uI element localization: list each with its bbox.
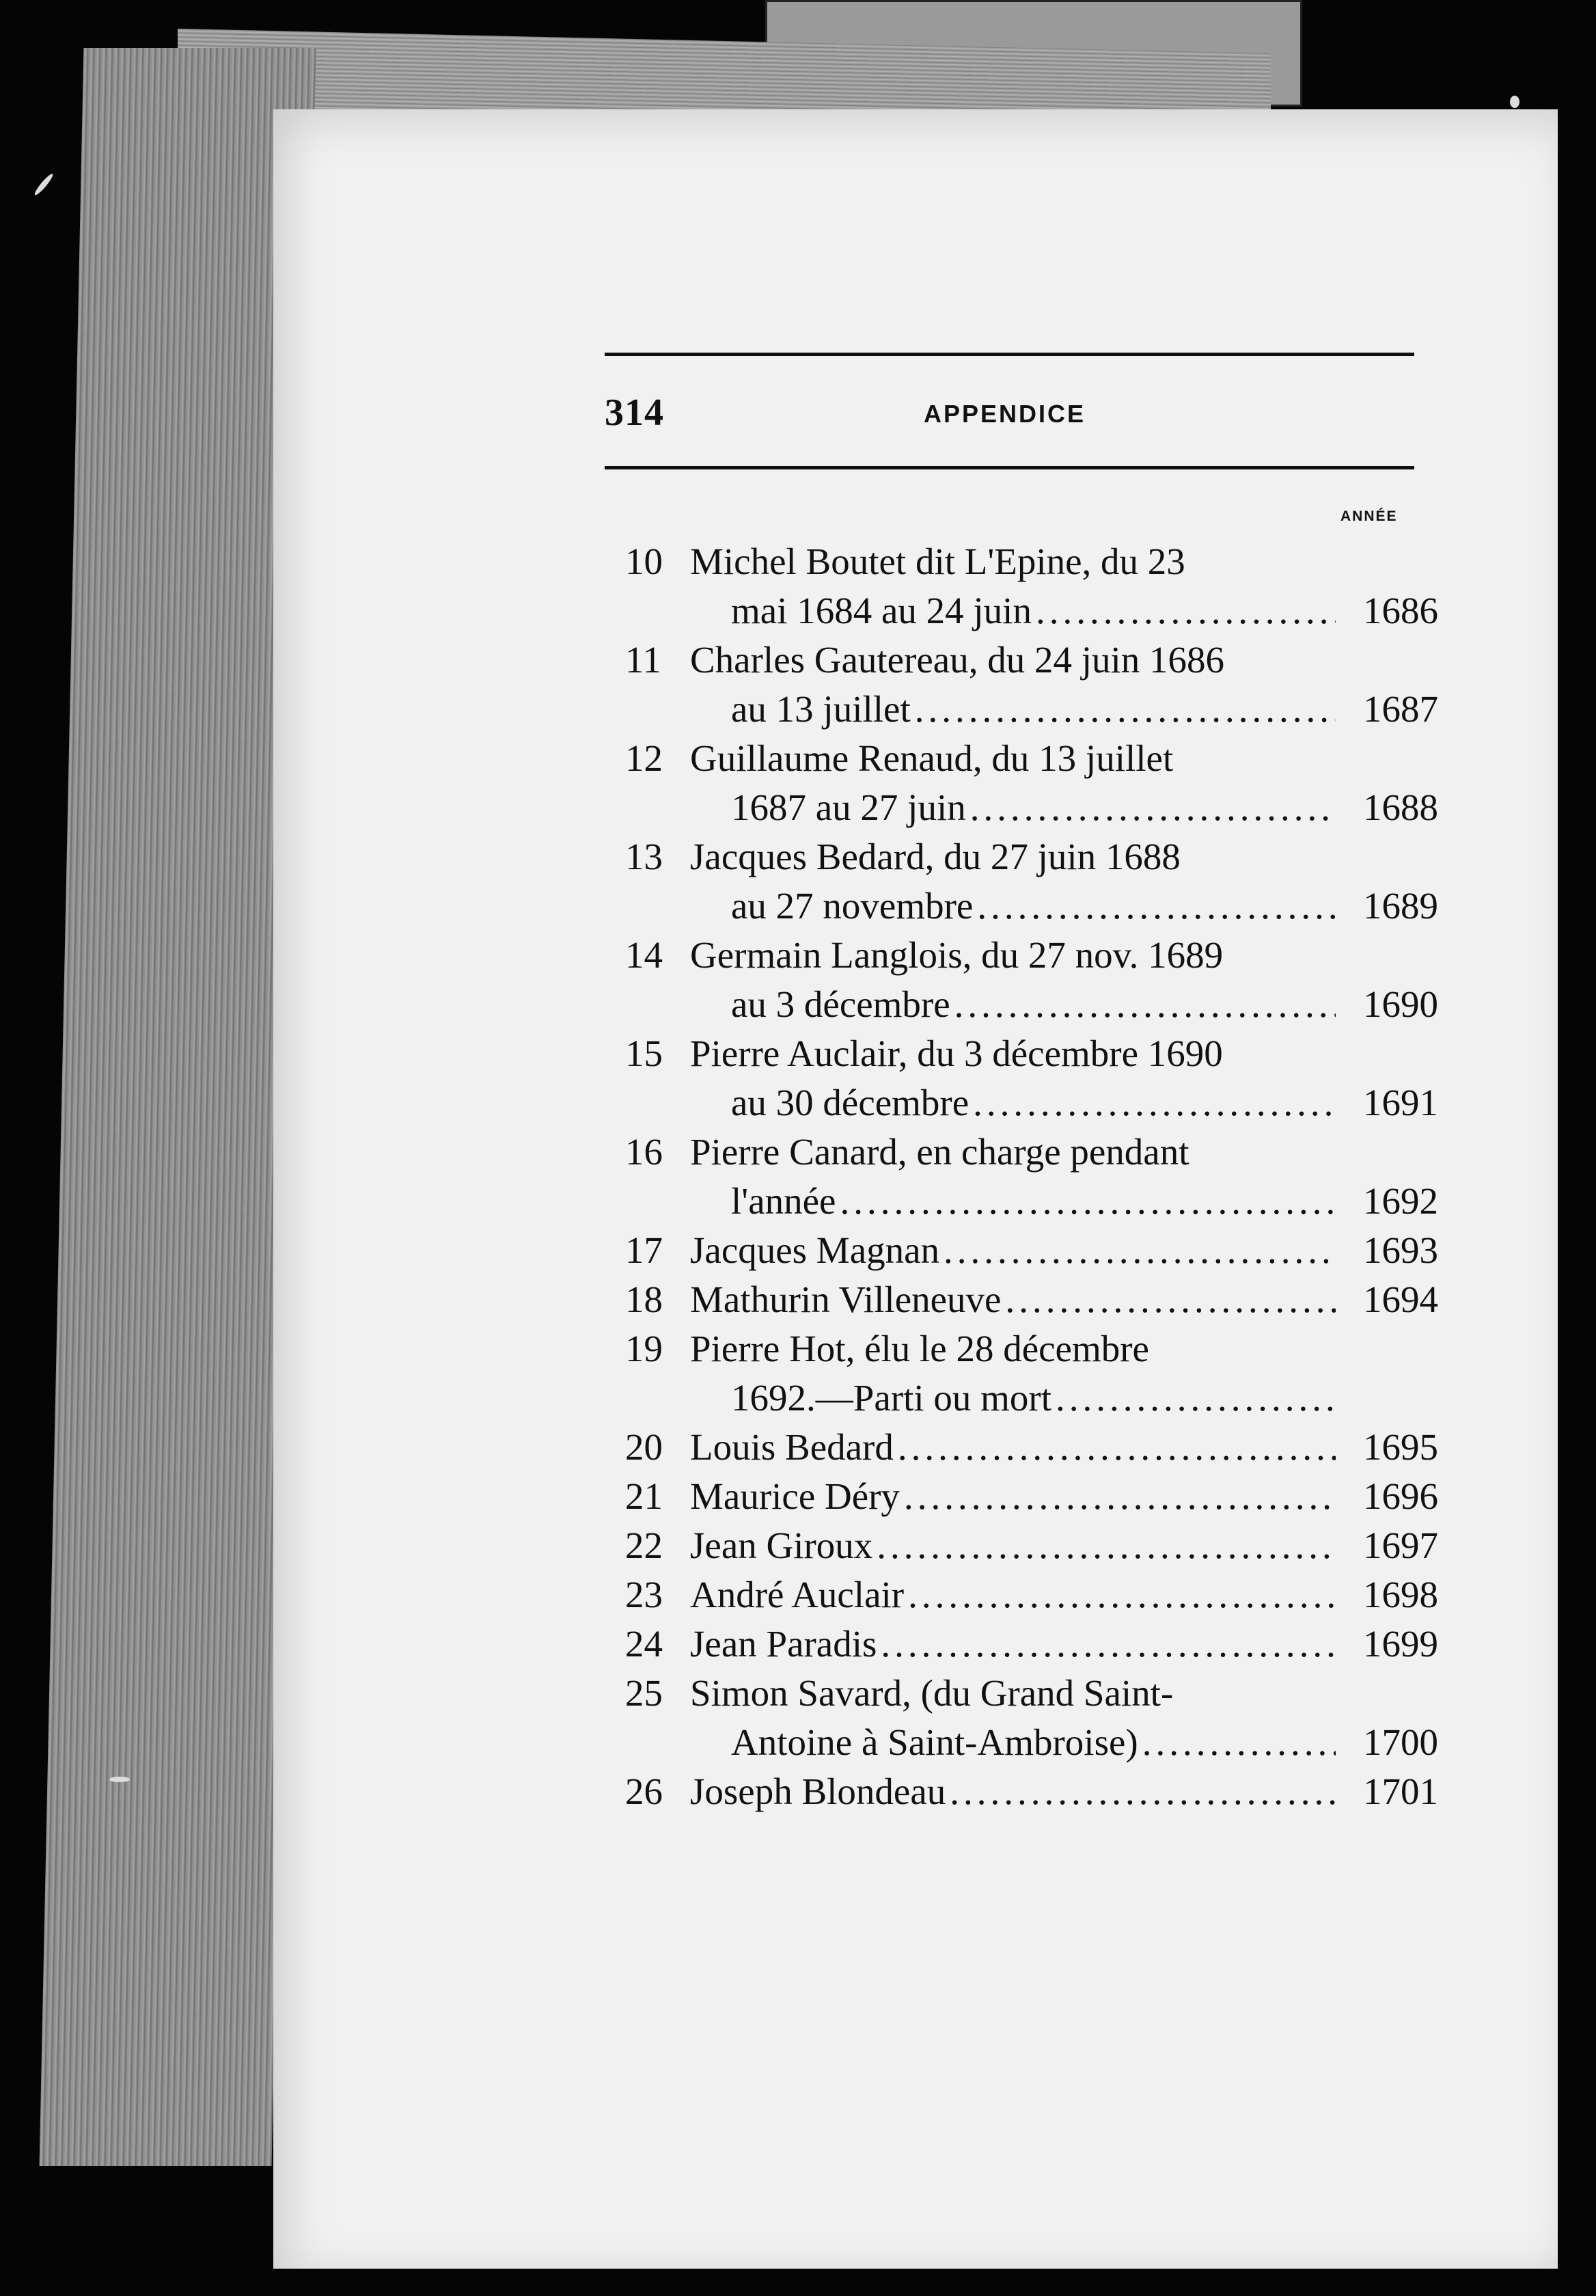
entry-name: Guillaume Renaud, du 13 juillet <box>690 737 1174 779</box>
dot-leader <box>904 1570 1336 1620</box>
entry-name: Jacques Magnan <box>690 1229 940 1271</box>
entry-term: au 27 novembre <box>731 885 974 927</box>
list-item <box>625 636 1438 734</box>
entry-name: Charles Gautereau, du 24 juin 1686 <box>690 639 1225 681</box>
header-rule-top <box>605 353 1414 356</box>
list-item <box>625 734 1438 832</box>
entry-term: l'année <box>731 1180 836 1222</box>
dust-speck <box>1510 96 1519 108</box>
entry-year: 1692 <box>1363 1180 1438 1222</box>
entry-name: Pierre Hot, élu le 28 décembre <box>690 1328 1149 1369</box>
entry-year: 1690 <box>1363 983 1438 1025</box>
entry-year: 1691 <box>1363 1082 1438 1123</box>
entry-term: Antoine à Saint-Ambroise) <box>731 1721 1138 1763</box>
dot-leader <box>946 1767 1336 1816</box>
entry-year: 1701 <box>1363 1771 1438 1812</box>
entry-term: au 13 juillet <box>731 688 911 730</box>
dot-leader <box>969 1078 1336 1128</box>
list-item <box>625 1226 1438 1275</box>
entry-year: 1689 <box>1363 885 1438 927</box>
entry-year: 1695 <box>1363 1426 1438 1468</box>
dot-leader <box>900 1472 1336 1521</box>
list-item <box>625 1128 1438 1226</box>
entry-name: Joseph Blondeau <box>690 1771 946 1812</box>
dot-leader <box>1001 1275 1336 1324</box>
entry-number: 24 <box>625 1623 663 1665</box>
entry-year: 1694 <box>1363 1279 1438 1320</box>
entry-name: Pierre Canard, en charge pendant <box>690 1131 1189 1173</box>
entry-name: Jean Paradis <box>690 1623 877 1665</box>
entry-name: Simon Savard, (du Grand Saint- <box>690 1672 1174 1714</box>
entry-year: 1697 <box>1363 1525 1438 1566</box>
entry-name: Louis Bedard <box>690 1426 894 1468</box>
dot-leader <box>872 1521 1336 1570</box>
list-item <box>625 537 1438 636</box>
dot-leader <box>911 685 1336 734</box>
entry-year: 1696 <box>1363 1475 1438 1517</box>
list-item <box>625 1767 1438 1816</box>
entry-year: 1688 <box>1363 787 1438 828</box>
dust-speck <box>33 172 55 197</box>
running-head: APPENDICE <box>924 400 1086 428</box>
dot-leader <box>836 1177 1336 1226</box>
entry-name: Maurice Déry <box>690 1475 900 1517</box>
page-number: 314 <box>605 392 664 434</box>
entry-number: 14 <box>625 934 663 976</box>
entry-number: 10 <box>625 541 663 582</box>
list-item <box>625 1423 1438 1472</box>
entry-year: 1699 <box>1363 1623 1438 1665</box>
entry-year: 1700 <box>1363 1721 1438 1763</box>
entry-name: André Auclair <box>690 1574 905 1615</box>
list-item <box>625 1324 1438 1423</box>
dot-leader <box>939 1226 1336 1275</box>
header-rule-bottom <box>605 466 1414 469</box>
entry-year: 1687 <box>1363 688 1438 730</box>
dot-leader <box>950 980 1336 1029</box>
entry-term: 1687 au 27 juin <box>731 787 966 828</box>
entry-number: 18 <box>625 1279 663 1320</box>
entry-number: 26 <box>625 1771 663 1812</box>
list-item <box>625 1570 1438 1620</box>
list-item <box>625 931 1438 1029</box>
entry-number: 19 <box>625 1328 663 1369</box>
entry-term: au 3 décembre <box>731 983 950 1025</box>
entry-name: Michel Boutet dit L'Epine, du 23 <box>690 541 1185 582</box>
entry-name: Germain Langlois, du 27 nov. 1689 <box>690 934 1224 976</box>
dot-leader <box>1032 586 1336 636</box>
entry-list <box>625 537 1438 1816</box>
dust-speck <box>109 1777 130 1782</box>
entry-number: 11 <box>625 639 661 681</box>
dot-leader <box>973 882 1336 931</box>
entry-number: 16 <box>625 1131 663 1173</box>
dot-leader <box>1051 1374 1336 1423</box>
entry-number: 23 <box>625 1574 663 1615</box>
dot-leader <box>1138 1718 1336 1767</box>
entry-name: Jean Giroux <box>690 1525 873 1566</box>
dot-leader <box>966 783 1336 832</box>
entry-term: 1692.—Parti ou mort <box>731 1377 1052 1419</box>
list-item <box>625 1620 1438 1669</box>
entry-number: 13 <box>625 836 663 877</box>
list-item <box>625 1029 1438 1128</box>
entry-term: au 30 décembre <box>731 1082 969 1123</box>
entry-year: 1698 <box>1363 1574 1438 1615</box>
entry-year <box>1336 1374 1438 1423</box>
entry-number: 12 <box>625 737 663 779</box>
entry-number: 15 <box>625 1033 663 1074</box>
column-heading-annee: ANNÉE <box>1340 508 1398 524</box>
entry-number: 25 <box>625 1672 663 1714</box>
list-item <box>625 1472 1438 1521</box>
list-item <box>625 1275 1438 1324</box>
dot-leader <box>894 1423 1336 1472</box>
entry-name: Pierre Auclair, du 3 décembre 1690 <box>690 1033 1223 1074</box>
entry-year: 1693 <box>1363 1229 1438 1271</box>
entry-name: Mathurin Villeneuve <box>690 1279 1002 1320</box>
entry-number: 22 <box>625 1525 663 1566</box>
entry-number: 20 <box>625 1426 663 1468</box>
list-item <box>625 1669 1438 1767</box>
entry-term: mai 1684 au 24 juin <box>731 590 1032 631</box>
entry-number: 21 <box>625 1475 663 1517</box>
entry-number: 17 <box>625 1229 663 1271</box>
list-item <box>625 1521 1438 1570</box>
list-item <box>625 832 1438 931</box>
dot-leader <box>877 1620 1336 1669</box>
entry-year: 1686 <box>1363 590 1438 631</box>
entry-name: Jacques Bedard, du 27 juin 1688 <box>690 836 1181 877</box>
